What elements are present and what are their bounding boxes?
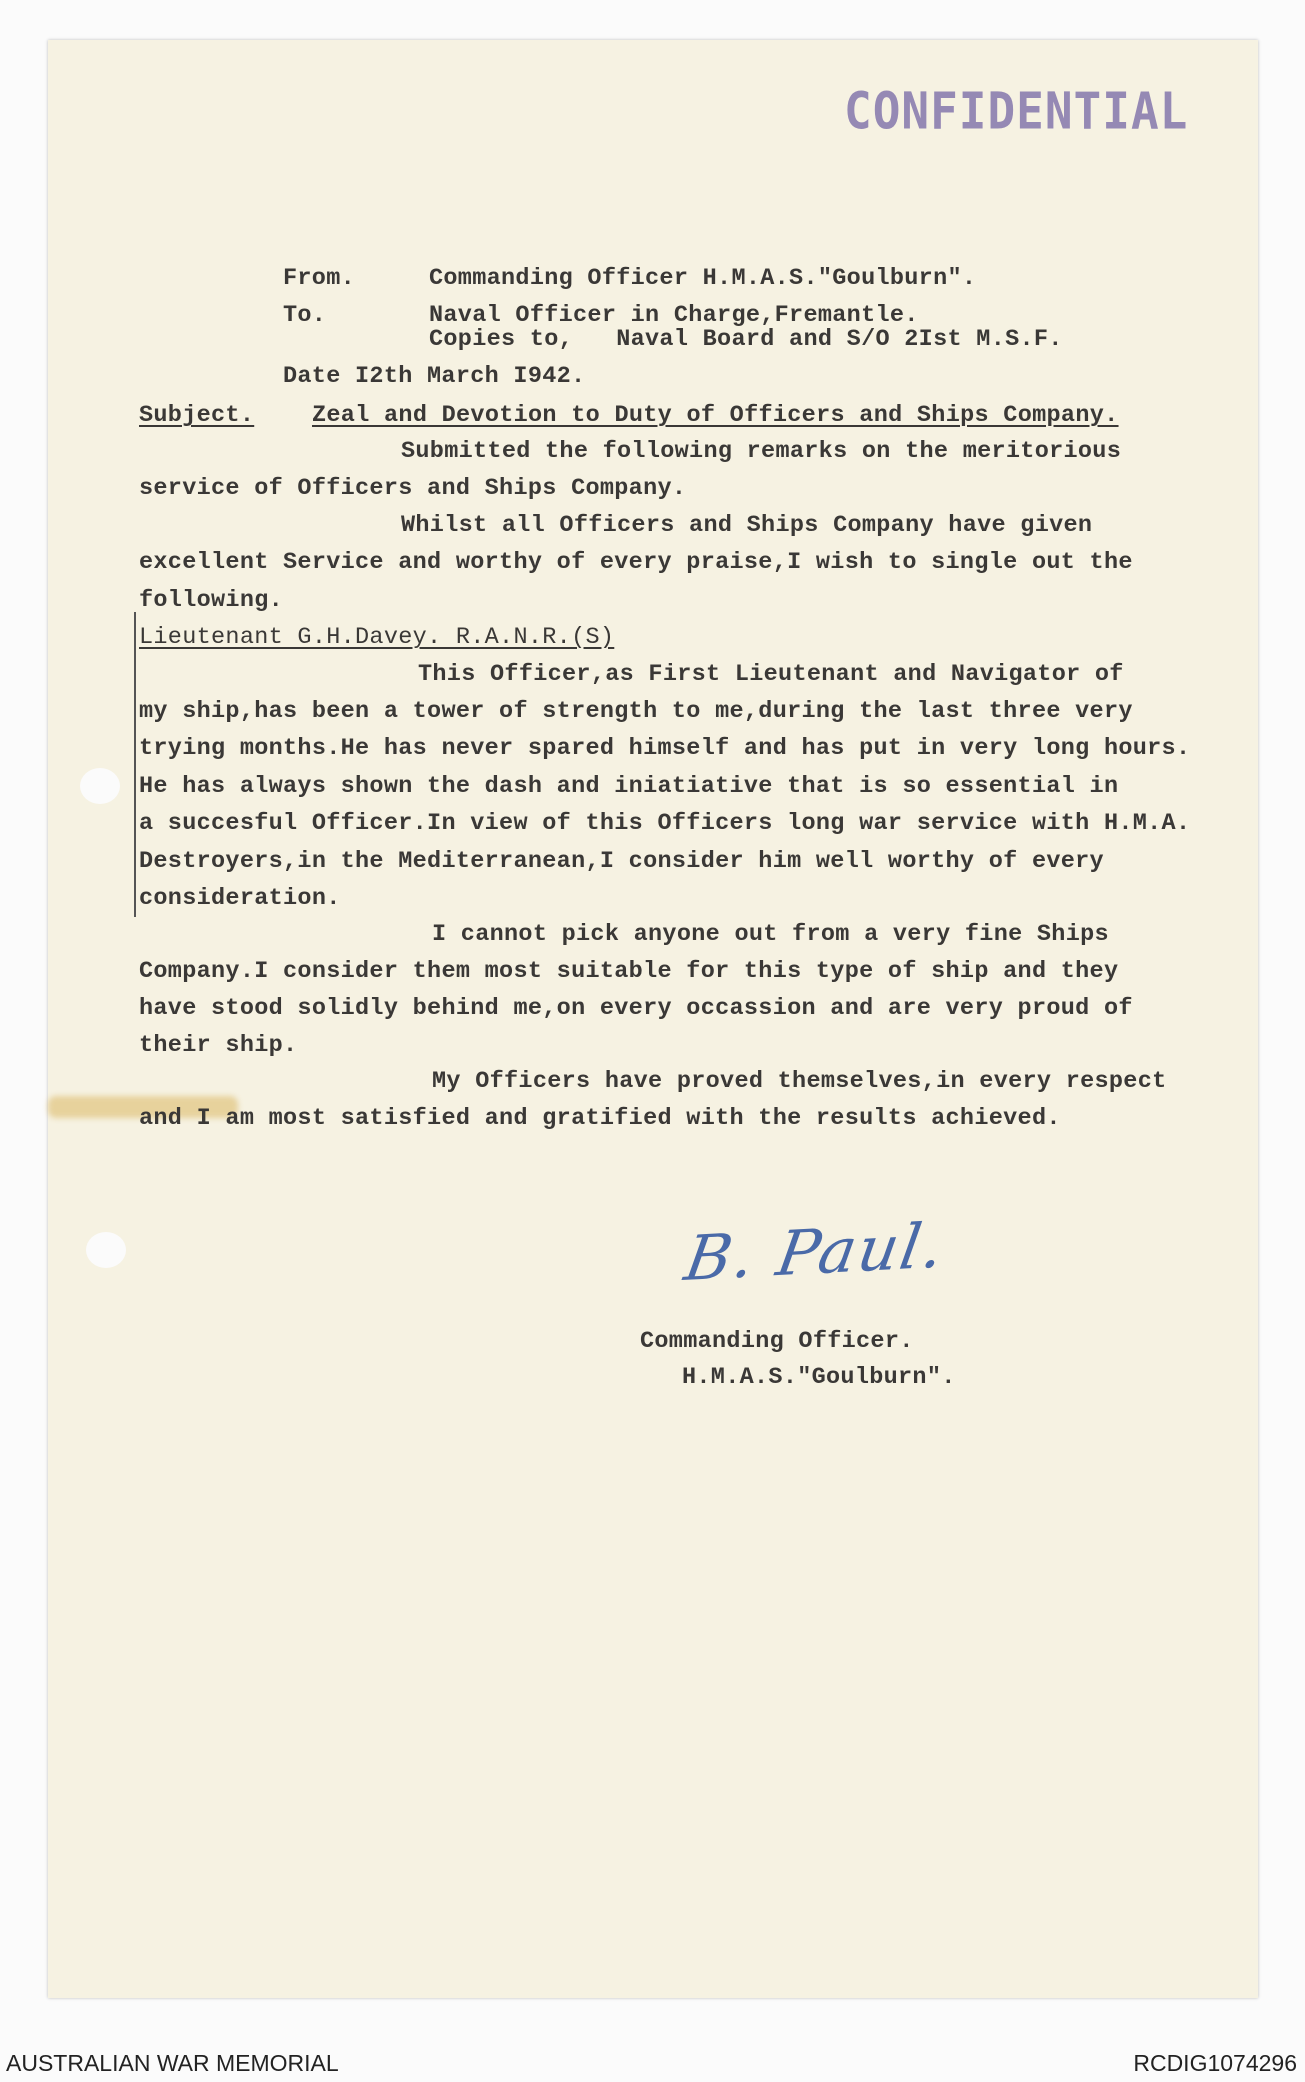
copies-to: Copies to, Naval Board and S/O 2Ist M.S.F. bbox=[429, 326, 1063, 353]
footer-institution: AUSTRALIAN WAR MEMORIAL bbox=[6, 2050, 339, 2076]
officer-heading: Lieutenant G.H.Davey. R.A.N.R.(S) bbox=[139, 624, 615, 651]
body-line: and I am most satisfied and gratified with the results achieved. bbox=[139, 1105, 1061, 1132]
body-line: service of Officers and Ships Company. bbox=[139, 475, 687, 502]
body-line: have stood solidly behind me,on every occassion and are very proud of bbox=[139, 995, 1133, 1022]
body-line: trying months.He has never spared himself and has put in very long hours. bbox=[139, 735, 1191, 762]
body-line: I cannot pick anyone out from a very fine Ships bbox=[432, 921, 1109, 948]
margin-mark bbox=[134, 612, 136, 917]
body-line: following. bbox=[139, 587, 284, 614]
from-value: Commanding Officer H.M.A.S."Goulburn". bbox=[429, 265, 977, 292]
from-label: From. bbox=[283, 265, 356, 292]
body-line: excellent Service and worthy of every praise,I wish to single out the bbox=[139, 549, 1133, 576]
date: Date I2th March I942. bbox=[283, 363, 586, 390]
body-line: My Officers have proved themselves,in every respect bbox=[432, 1068, 1167, 1095]
to-value: Naval Officer in Charge,Fremantle. bbox=[429, 302, 919, 329]
body-line: Destroyers,in the Mediterranean,I consider him well worthy of every bbox=[139, 848, 1104, 875]
body-line: He has always shown the dash and iniatiative that is so essential in bbox=[139, 773, 1119, 800]
subject: Zeal and Devotion to Duty of Officers and Ships Company. bbox=[312, 402, 1119, 429]
punch-hole bbox=[86, 1232, 126, 1268]
punch-hole bbox=[80, 768, 120, 804]
body-line: Submitted the following remarks on the meritorious bbox=[401, 438, 1122, 465]
confidential-stamp: CONFIDENTIAL bbox=[844, 81, 1189, 141]
body-line: consideration. bbox=[139, 885, 341, 912]
body-line: Company.I consider them most suitable for this type of ship and they bbox=[139, 958, 1119, 985]
signatory-title: Commanding Officer. bbox=[640, 1328, 914, 1355]
body-line: This Officer,as First Lieutenant and Navigator of bbox=[418, 661, 1124, 688]
body-line: my ship,has been a tower of strength to me,during the last three very bbox=[139, 698, 1133, 725]
body-line: Whilst all Officers and Ships Company have given bbox=[401, 512, 1093, 539]
signatory-ship: H.M.A.S."Goulburn". bbox=[682, 1364, 956, 1391]
subject-label: Subject. bbox=[139, 402, 255, 429]
to-label: To. bbox=[283, 302, 327, 329]
body-line: their ship. bbox=[139, 1032, 298, 1059]
signature: B. Paul. bbox=[680, 1208, 951, 1295]
footer-record-id: RCDIG1074296 bbox=[1133, 2050, 1297, 2076]
body-line: a succesful Officer.In view of this Officers long war service with H.M.A. bbox=[139, 810, 1191, 837]
